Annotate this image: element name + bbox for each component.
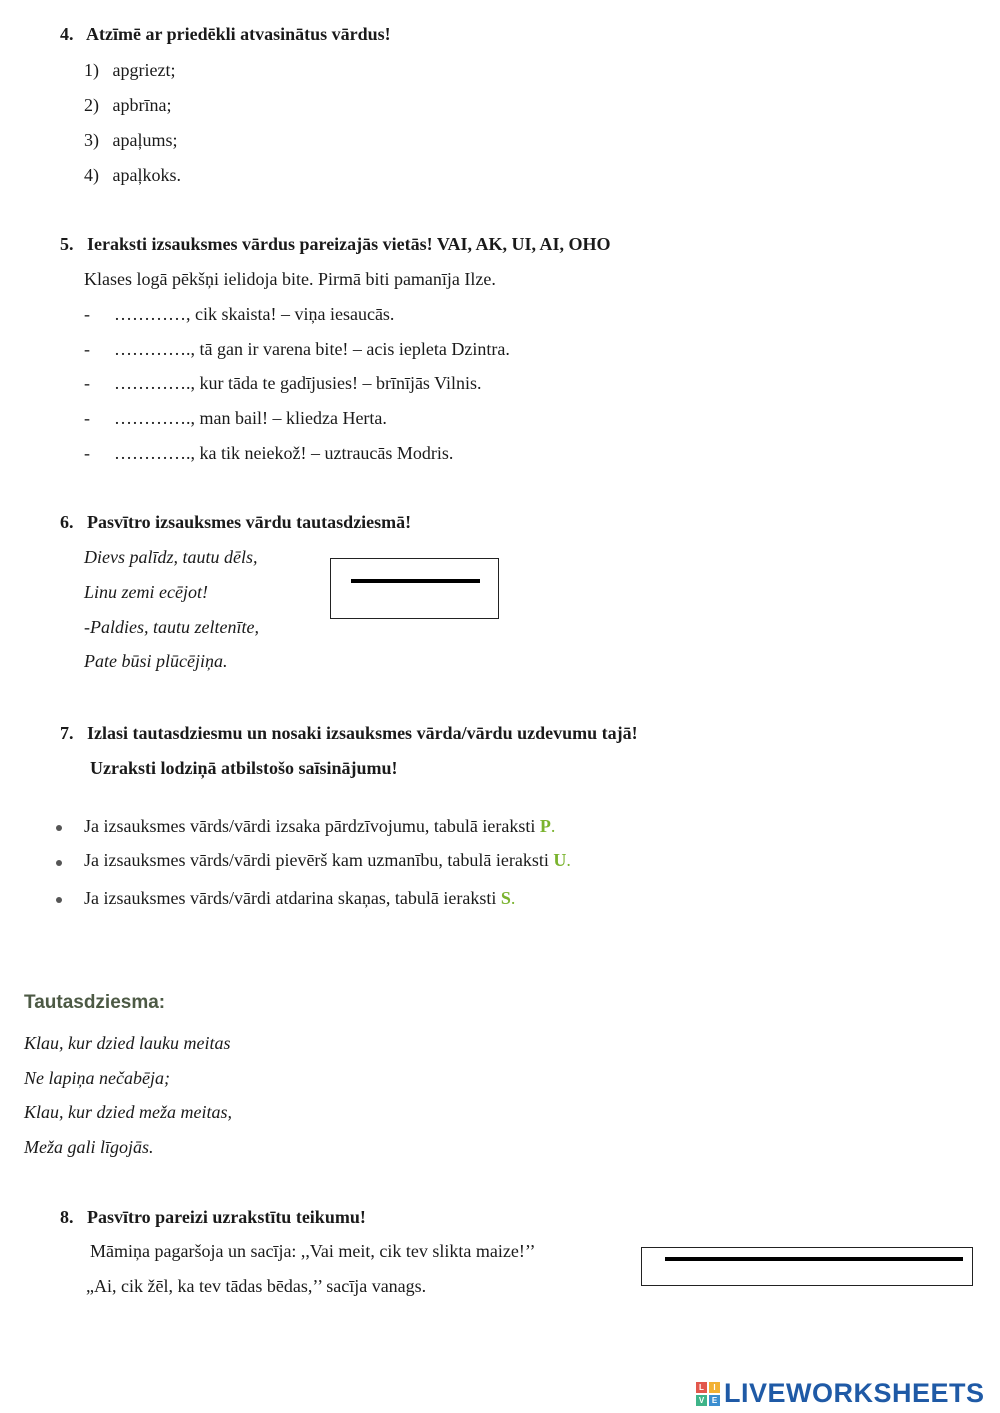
dash: - xyxy=(84,408,90,428)
q6-number: 6. xyxy=(60,512,74,532)
song-verse-line-4: Meža gali līgojās. xyxy=(24,1137,154,1157)
option-number: 4) xyxy=(84,165,99,185)
q5-line-3[interactable] xyxy=(84,373,482,394)
option-text: apaļums; xyxy=(112,130,178,150)
q6-verse-line-2: Linu zemi ecējot! xyxy=(84,582,208,602)
q7-bullet-2 xyxy=(84,850,571,871)
logo-tile: I xyxy=(709,1382,720,1393)
bullet-icon xyxy=(56,860,62,866)
q6-heading xyxy=(60,512,411,533)
line-text: …………., tā gan ir varena bite! – acis iepleta Dzintra. xyxy=(114,339,510,359)
q4-number: 4. xyxy=(60,24,74,44)
line-text: …………, cik skaista! – viņa iesaucās. xyxy=(114,304,395,324)
q8-heading xyxy=(60,1207,366,1228)
bullet-text: Ja izsauksmes vārds/vārdi izsaka pārdzīvojumu, tabulā ieraksti xyxy=(84,816,540,836)
dash: - xyxy=(84,373,90,393)
code-letter: P xyxy=(539,816,551,836)
q6-verse-line-3: -Paldies, tautu zeltenīte, xyxy=(84,617,259,637)
song-verse-line-3: Klau, kur dzied meža meitas, xyxy=(24,1102,232,1122)
q4-option-4[interactable] xyxy=(84,165,181,186)
q8-answer-box[interactable] xyxy=(641,1247,973,1286)
q7-bullet-3 xyxy=(84,888,515,909)
bullet-icon xyxy=(56,897,62,903)
bullet-text: Ja izsauksmes vārds/vārdi pievērš kam uzmanību, tabulā ieraksti xyxy=(84,850,554,870)
q5-intro: Klases logā pēkšņi ielidoja bite. Pirmā biti pamanīja Ilze. xyxy=(84,269,496,289)
q6-verse-line-4: Pate būsi plūcējiņa. xyxy=(84,651,228,671)
line-text: …………., ka tik neiekož! – uztraucās Modris. xyxy=(114,443,454,463)
code-letter: S xyxy=(500,888,511,908)
q5-line-4[interactable] xyxy=(84,408,387,429)
q6-title: Pasvītro izsauksmes vārdu tautasdziesmā! xyxy=(87,512,412,532)
code-letter: U xyxy=(553,850,567,870)
option-text: apbrīna; xyxy=(112,95,172,115)
q5-line-5[interactable] xyxy=(84,443,453,464)
line-text: …………., kur tāda te gadījusies! – brīnījās Vilnis. xyxy=(114,373,482,393)
q6-answer-box[interactable] xyxy=(330,558,499,619)
q7-heading xyxy=(60,723,638,744)
dash: - xyxy=(84,339,90,359)
q4-heading xyxy=(60,24,391,45)
logo-tile: L xyxy=(696,1382,707,1393)
q7-number: 7. xyxy=(60,723,74,743)
q8-title: Pasvītro pareizi uzrakstītu teikumu! xyxy=(87,1207,366,1227)
underline-tool[interactable] xyxy=(351,579,480,583)
bullet-icon xyxy=(56,825,62,831)
q4-title: Atzīmē ar priedēkli atvasinātus vārdus! xyxy=(86,24,391,44)
q8-sentence-2[interactable]: „Ai, cik žēl, ka tev tādas bēdas,’’ sacīja vanags. xyxy=(86,1276,427,1296)
q4-option-2[interactable] xyxy=(84,95,171,116)
logo-tiles-icon xyxy=(696,1382,720,1406)
dash: - xyxy=(84,304,90,324)
q5-line-2[interactable] xyxy=(84,339,510,360)
dash: - xyxy=(84,443,90,463)
bullet-text: Ja izsauksmes vārds/vārdi atdarina skaņas, tabulā ieraksti xyxy=(84,888,501,908)
q5-heading xyxy=(60,234,611,255)
bullet-end: . xyxy=(566,850,571,870)
logo-text: LIVEWORKSHEETS xyxy=(724,1378,985,1408)
bullet-end: . xyxy=(510,888,516,908)
bullet-end: . xyxy=(550,816,556,836)
song-verse-line-2: Ne lapiņa nečabēja; xyxy=(24,1068,170,1088)
line-text: …………., man bail! – kliedza Herta. xyxy=(114,408,387,428)
underline-tool[interactable] xyxy=(665,1257,963,1261)
q5-title: Ieraksti izsauksmes vārdus pareizajās vietās! VAI, AK, UI, AI, OHO xyxy=(87,234,611,254)
logo-tile: E xyxy=(709,1395,720,1406)
logo-tile: V xyxy=(696,1395,707,1406)
option-number: 2) xyxy=(84,95,99,115)
option-number: 3) xyxy=(84,130,99,150)
q7-bullet-1 xyxy=(84,816,555,837)
q4-option-1[interactable] xyxy=(84,60,175,81)
q4-option-3[interactable] xyxy=(84,130,178,151)
q7-title-line-2: Uzraksti lodziņā atbilstošo saīsinājumu! xyxy=(90,758,398,778)
q8-sentence-1[interactable]: Māmiņa pagaršoja un sacīja: ,,Vai meit, cik tev slikta maize!’’ xyxy=(90,1241,536,1261)
option-text: apaļkoks. xyxy=(112,165,181,185)
option-number: 1) xyxy=(84,60,99,80)
q5-number: 5. xyxy=(60,234,74,254)
q5-line-1[interactable] xyxy=(84,304,394,325)
q7-title-line-1: Izlasi tautasdziesmu un nosaki izsauksmes vārda/vārdu uzdevumu tajā! xyxy=(87,723,638,743)
song-heading: Tautasdziesma: xyxy=(24,992,166,1013)
option-text: apgriezt; xyxy=(112,60,176,80)
liveworksheets-logo xyxy=(696,1378,985,1409)
q8-number: 8. xyxy=(60,1207,74,1227)
song-verse-line-1: Klau, kur dzied lauku meitas xyxy=(24,1033,231,1053)
q6-verse-line-1: Dievs palīdz, tautu dēls, xyxy=(84,547,258,567)
